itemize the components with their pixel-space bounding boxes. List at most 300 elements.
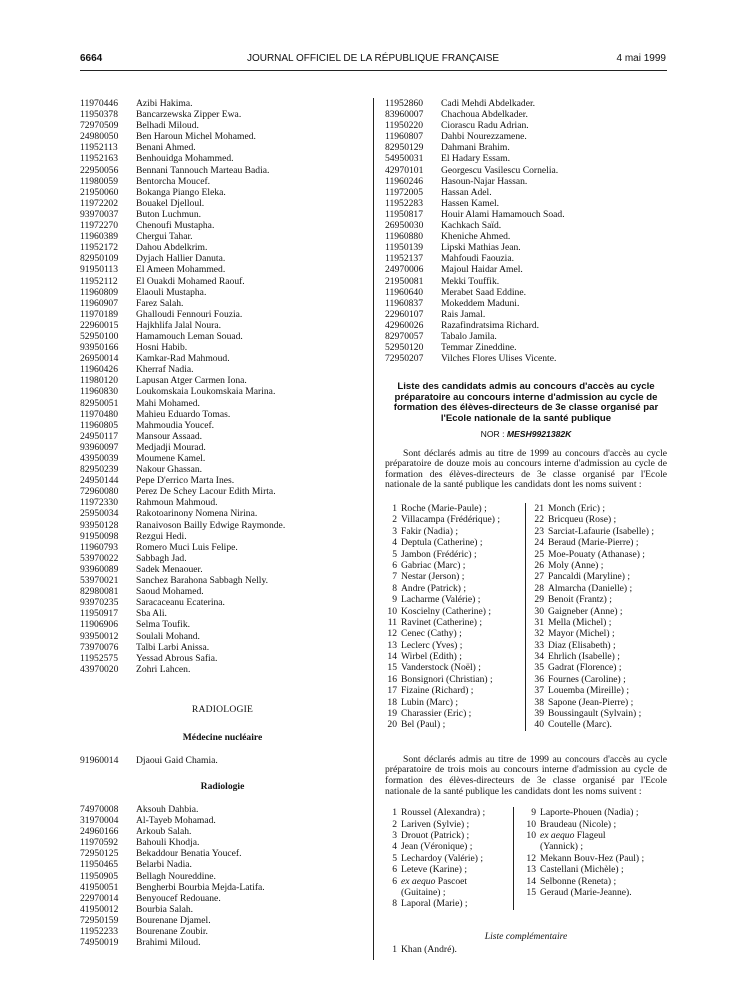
- rank-number: 36: [534, 673, 544, 685]
- candidate-code: 93970235: [80, 597, 119, 609]
- list-item: [80, 165, 365, 176]
- list-item: [80, 597, 365, 608]
- candidate-name: Andre (Patrick) ;: [401, 582, 467, 594]
- list-item: [80, 531, 365, 542]
- candidate-name: Bonsignori (Christian) ;: [401, 673, 493, 685]
- candidate-name: Jean (Véronique) ;: [401, 841, 473, 853]
- list-item: [80, 153, 365, 164]
- candidate-name: Lariven (Sylvie) ;: [401, 818, 470, 830]
- candidate-name: Bekaddour Benatia Youcef.: [136, 848, 242, 860]
- candidate-code: 11960809: [80, 286, 119, 298]
- list-item: [385, 142, 667, 153]
- candidate-name: Bel (Paul) ;: [401, 719, 446, 731]
- rank-number: 24: [534, 537, 544, 549]
- candidate-name: Hasoun-Najar Hassan.: [441, 175, 528, 187]
- candidate-name: Hosni Habib.: [136, 342, 188, 354]
- list-item: [80, 804, 365, 815]
- rank-number: 2: [392, 818, 397, 830]
- list-item: [532, 697, 654, 708]
- candidate-list: [80, 804, 365, 948]
- candidate-code: 82950109: [80, 253, 119, 265]
- candidate-name: Gabriac (Marc) ;: [401, 559, 466, 571]
- candidate-name: Benhouidga Mohammed.: [136, 153, 234, 165]
- list-item: [532, 662, 654, 673]
- list-item: [385, 331, 667, 342]
- rank-number: 30: [534, 605, 544, 617]
- candidate-code: 11970480: [80, 408, 119, 420]
- list-item: [385, 560, 525, 571]
- ranked-column: [526, 503, 654, 731]
- list-item: [80, 409, 365, 420]
- candidate-name: Cenec (Cathy) ;: [401, 628, 462, 640]
- list-item: [80, 937, 365, 948]
- list-item: [385, 187, 667, 198]
- list-item: [385, 697, 525, 708]
- candidate-code: 11972270: [80, 220, 119, 232]
- candidate-list: [80, 98, 365, 675]
- candidate-code: 11952113: [80, 142, 118, 154]
- candidate-code: 72950159: [80, 914, 119, 926]
- candidate-name: Bengherbi Bourbia Mejda-Latifa.: [136, 881, 265, 893]
- list-item: [80, 815, 365, 826]
- list-item: [80, 619, 365, 630]
- list-item: [80, 364, 365, 375]
- list-item: [80, 253, 365, 264]
- nor-label: NOR :: [480, 428, 505, 439]
- rank-number: 31: [534, 616, 544, 628]
- rank-number: 6: [392, 864, 397, 876]
- list-item: [80, 859, 365, 870]
- rank-number: 4: [392, 841, 397, 853]
- candidate-name: Sanchez Barahona Sabbagh Nelly.: [136, 575, 269, 587]
- candidate-code: 53970022: [80, 552, 119, 564]
- candidate-name: Lacharme (Valérie) ;: [401, 594, 481, 606]
- candidate-name: Dahou Abdelkrim.: [136, 242, 208, 254]
- list-item: [532, 583, 654, 594]
- candidate-name: Arkoub Salah.: [136, 826, 192, 838]
- rank-number: 8: [392, 582, 397, 594]
- candidate-name: Dyjach Hallier Danuta.: [136, 253, 226, 265]
- list-item: [524, 819, 644, 830]
- candidate-code: 11972330: [80, 497, 119, 509]
- candidate-code: 24980050: [80, 131, 119, 143]
- list-item: [532, 628, 654, 639]
- list-item: [385, 537, 525, 548]
- candidate-name: Sabbagh Jad.: [136, 552, 187, 564]
- list-item: [385, 841, 513, 852]
- list-item: [80, 287, 365, 298]
- candidate-name: Kherraf Nadia.: [136, 364, 194, 376]
- candidate-name: Selma Toufik.: [136, 619, 191, 631]
- candidate-name: Boussingault (Sylvain) ;: [548, 708, 642, 720]
- list-item: [385, 514, 525, 525]
- candidate-name: El Ameen Mohammed.: [136, 264, 226, 276]
- list-item: [385, 853, 513, 864]
- list-item: [385, 685, 525, 696]
- candidate-name: El Hadary Essam.: [441, 153, 511, 165]
- candidate-name: Lipski Mathias Jean.: [441, 242, 521, 254]
- candidate-name: Gaigneber (Anne) ;: [548, 605, 623, 617]
- rank-number: 12: [387, 628, 397, 640]
- list-item: [385, 231, 667, 242]
- list-item: [532, 606, 654, 617]
- candidate-name: Hassen Kamel.: [441, 197, 500, 209]
- candidate-name: Hamamouch Leman Souad.: [136, 330, 243, 342]
- candidate-name: Charassier (Eric) ;: [401, 708, 472, 720]
- list-item: [80, 331, 365, 342]
- candidate-name: Majoul Haidar Amel.: [441, 264, 523, 276]
- list-item: [385, 176, 667, 187]
- candidate-code: 93960097: [80, 441, 119, 453]
- list-item: [80, 176, 365, 187]
- candidate-code: 82970057: [385, 330, 424, 342]
- list-item: [524, 864, 644, 875]
- candidate-code: 82950129: [385, 142, 424, 154]
- candidate-name: Pascoet: [437, 875, 468, 887]
- candidate-name: Almarcha (Danielle) ;: [548, 582, 633, 594]
- candidate-name: Drouot (Patrick) ;: [401, 829, 470, 841]
- rank-number: 10: [526, 818, 536, 830]
- list-item: [385, 628, 525, 639]
- candidate-name: Ciorascu Radu Adrian.: [441, 120, 529, 132]
- right-column: [385, 98, 667, 955]
- candidate-code: 74950019: [80, 937, 119, 949]
- list-item: [80, 420, 365, 431]
- list-item: [80, 187, 365, 198]
- nor-reference: [385, 429, 667, 439]
- list-item: [385, 594, 525, 605]
- candidate-name: Sadek Menaouer.: [136, 563, 203, 575]
- candidate-name: Koscielny (Catherine) ;: [401, 605, 492, 617]
- list-item: [385, 526, 525, 537]
- candidate-code: 54950031: [385, 153, 424, 165]
- candidate-code: 73970076: [80, 641, 119, 653]
- candidate-name: Selbonne (Reneta) ;: [540, 875, 617, 887]
- candidate-name: Deptula (Catherine) ;: [401, 537, 483, 549]
- list-item: [80, 231, 365, 242]
- list-item: [524, 876, 644, 887]
- candidate-name: Pancaldi (Maryline) ;: [548, 571, 631, 583]
- candidate-list: [80, 755, 365, 766]
- candidate-code: 91950098: [80, 530, 119, 542]
- list-item: [80, 904, 365, 915]
- candidate-code: 93950128: [80, 519, 119, 531]
- list-item: [385, 131, 667, 142]
- candidate-code: 11980059: [80, 175, 119, 187]
- candidate-code: 11960246: [385, 175, 424, 187]
- candidate-code: 42970101: [385, 164, 424, 176]
- candidate-name: Moe-Pouaty (Athanase) ;: [548, 548, 645, 560]
- list-item: [80, 353, 365, 364]
- list-item: [80, 486, 365, 497]
- list-item: [80, 298, 365, 309]
- candidate-name: Kamkar-Rad Mahmoud.: [136, 353, 230, 365]
- candidate-name: Rakotoarinony Nomena Nirina.: [136, 508, 258, 520]
- list-item: [80, 837, 365, 848]
- rank-number: 19: [387, 708, 397, 720]
- ranked-column: [385, 503, 526, 731]
- list-item: [385, 120, 667, 131]
- candidate-name: Brahimi Miloud.: [136, 937, 201, 949]
- candidate-code: 24970006: [385, 264, 424, 276]
- list-item: [385, 571, 525, 582]
- list-item: [80, 608, 365, 619]
- ranked-column: [514, 807, 644, 910]
- candidate-name: Vanderstock (Noël) ;: [401, 662, 481, 674]
- candidate-name: Beraud (Marie-Pierre) ;: [548, 537, 639, 549]
- journal-title: JOURNAL OFFICIEL DE LA RÉPUBLIQUE FRANÇAISE: [246, 53, 500, 64]
- candidate-name: (Yannick) ;: [540, 841, 583, 853]
- candidate-code: 11970189: [80, 308, 119, 320]
- candidate-name: Loukomskaia Loukomskaia Marina.: [136, 386, 276, 398]
- candidate-name: Dahmani Brahim.: [441, 142, 510, 154]
- candidate-name: Romero Muci Luis Felipe.: [136, 541, 238, 553]
- list-item: [385, 320, 667, 331]
- list-item: [532, 503, 654, 514]
- list-item: [80, 220, 365, 231]
- candidate-code: 52950120: [385, 342, 424, 354]
- candidate-name: Cadi Mehdi Abdelkader.: [441, 98, 536, 109]
- candidate-code: 21950060: [80, 186, 119, 198]
- list-item: [80, 871, 365, 882]
- candidate-name: Fakir (Nadia) ;: [401, 525, 459, 537]
- candidate-name: Mansour Assaad.: [136, 430, 203, 442]
- candidate-name: Nestar (Jerson) ;: [401, 571, 465, 583]
- candidate-name: Belarbi Nadia.: [136, 859, 192, 871]
- candidate-name: Sarciat-Lafaurie (Isabelle) ;: [548, 525, 654, 537]
- list-item: [524, 830, 644, 841]
- list-item: [385, 353, 667, 364]
- candidate-name: Fournes (Caroline) ;: [548, 673, 626, 685]
- list-item: [80, 848, 365, 859]
- list-item: [524, 887, 644, 898]
- candidate-name: Mekann Bouv-Hez (Paul) ;: [540, 852, 645, 864]
- rank-number: 21: [534, 503, 544, 514]
- list-item: [80, 386, 365, 397]
- candidate-name: Mahieu Eduardo Tomas.: [136, 408, 231, 420]
- candidate-name: Jambon (Frédéric) ;: [401, 548, 477, 560]
- rank-number: 10: [387, 605, 397, 617]
- list-item: [80, 142, 365, 153]
- candidate-code: 24960166: [80, 826, 119, 838]
- candidate-name: Ravinet (Catherine) ;: [401, 616, 482, 628]
- ex-aequo-label: ex aequo: [401, 875, 436, 887]
- list-item: [80, 631, 365, 642]
- rank-number: 2: [392, 514, 397, 526]
- list-item: [385, 98, 667, 109]
- candidate-code: 24950144: [80, 475, 119, 487]
- candidate-name: Mella (Michel) ;: [548, 616, 612, 628]
- candidate-name: Coutelle (Marc).: [548, 719, 612, 731]
- list-item: [385, 309, 667, 320]
- list-item: [80, 453, 365, 464]
- candidate-name: Soulali Mohand.: [136, 630, 200, 642]
- candidate-name: Hassan Adel.: [441, 186, 492, 198]
- candidate-code: 11960907: [80, 297, 119, 309]
- list-item: [385, 606, 525, 617]
- candidate-name: Lapusan Atger Carmen Iona.: [136, 375, 247, 387]
- candidate-code: 52950100: [80, 330, 119, 342]
- list-item: [532, 514, 654, 525]
- list-item: [80, 209, 365, 220]
- candidate-name: Vilches Flores Ulises Vicente.: [441, 353, 557, 365]
- list-item: [385, 819, 513, 830]
- candidate-code: 11952137: [385, 253, 424, 265]
- list-item: [385, 944, 667, 955]
- list-item: [385, 651, 525, 662]
- list-item: [385, 276, 667, 287]
- list-item: [80, 375, 365, 386]
- list-item: [385, 807, 513, 818]
- list-item: [385, 153, 667, 164]
- candidate-name: Mahmoudia Youcef.: [136, 419, 215, 431]
- list-item: [80, 109, 365, 120]
- list-item: [80, 320, 365, 331]
- list-item: [80, 553, 365, 564]
- candidate-name: Rezgui Hedi.: [136, 530, 187, 542]
- list-item: [524, 853, 644, 864]
- rank-number: 12: [526, 852, 536, 864]
- issue-date: 4 mai 1999: [616, 53, 666, 64]
- candidate-name: Sba Ali.: [136, 608, 167, 620]
- candidate-name: Bancarzewska Zipper Ewa.: [136, 109, 242, 121]
- rank-number: 32: [534, 628, 544, 640]
- rank-number: 9: [392, 594, 397, 606]
- candidate-code: 31970004: [80, 815, 119, 827]
- rank-number: 1: [392, 943, 397, 955]
- candidate-code: 11950905: [80, 870, 119, 882]
- list-title: Liste des candidats admis au concours d'accès au cycle préparatoire au concours interne d'admission au cycle de formation des élèves-directeurs de 3e classe organisé par l'Ecole nationale de la santé publique: [393, 381, 659, 425]
- candidate-name: Bricqueu (Rose) ;: [548, 514, 617, 526]
- list-item: [80, 464, 365, 475]
- list-item: [80, 398, 365, 409]
- candidate-name: Castellani (Michèle) ;: [540, 864, 624, 876]
- rank-number: 20: [387, 719, 397, 731]
- rank-number: 37: [534, 685, 544, 697]
- rank-number: 35: [534, 662, 544, 674]
- candidate-name: Gadrat (Florence) ;: [548, 662, 622, 674]
- candidate-name: Temmar Zineddine.: [441, 342, 517, 354]
- list-item: [80, 98, 365, 109]
- rank-number: 25: [534, 548, 544, 560]
- list-item: [80, 442, 365, 453]
- candidate-code: 11960807: [385, 131, 424, 143]
- candidate-name: Mekki Touffik.: [441, 275, 500, 287]
- candidate-name: Djaoui Gaid Chamia.: [136, 754, 218, 766]
- candidate-name: Moumene Kamel.: [136, 453, 206, 464]
- candidate-name: Monch (Eric) ;: [548, 503, 606, 514]
- list-item: [80, 542, 365, 553]
- candidate-name: Bouakel Djelloul.: [136, 197, 205, 209]
- candidate-code: 91950113: [80, 264, 119, 276]
- candidate-name: Benani Ahmed.: [136, 142, 196, 154]
- list-item: [532, 640, 654, 651]
- candidate-code: 11950378: [80, 109, 119, 121]
- candidate-list: [385, 98, 667, 364]
- candidate-name: Diaz (Elisabeth) ;: [548, 639, 616, 651]
- candidate-name: Lubin (Marc) ;: [401, 696, 459, 708]
- candidate-code: 22960015: [80, 319, 119, 331]
- rank-number: 26: [534, 559, 544, 571]
- candidate-name: Bennani Tannouch Marteau Badia.: [136, 164, 270, 176]
- list-item: [385, 719, 525, 730]
- candidate-name: Bourenane Djamel.: [136, 914, 211, 926]
- list-item: [532, 526, 654, 537]
- candidate-code: 93950012: [80, 630, 119, 642]
- page-header: [80, 53, 666, 67]
- list-item: [532, 537, 654, 548]
- candidate-name: Ghalloudi Fennouri Fouzia.: [136, 308, 243, 320]
- list-item: [385, 198, 667, 209]
- candidate-code: 83960007: [385, 109, 424, 121]
- candidate-code: 22960107: [385, 308, 424, 320]
- rank-number: 29: [534, 594, 544, 606]
- complementary-list: [385, 944, 667, 955]
- candidate-code: 11952163: [80, 153, 119, 165]
- candidate-code: 11960389: [80, 231, 119, 243]
- list-item: [532, 708, 654, 719]
- candidate-name: Georgescu Vasilescu Cornelia.: [441, 164, 559, 176]
- rank-number: 18: [387, 696, 397, 708]
- list-item: [385, 220, 667, 231]
- candidate-name: Bahouli Khodja.: [136, 837, 200, 849]
- list-item: [80, 926, 365, 937]
- candidate-name: Ben Haroun Michel Mohamed.: [136, 131, 256, 143]
- list-item: [532, 719, 654, 730]
- candidate-code: 11960793: [80, 541, 119, 553]
- candidate-name: Kachkach Saïd.: [441, 220, 502, 232]
- list-item: [385, 864, 513, 875]
- candidate-code: 53970021: [80, 575, 119, 587]
- rank-number: 4: [392, 537, 397, 549]
- candidate-name: Elaouli Mustapha.: [136, 286, 207, 298]
- candidate-code: 11972005: [385, 186, 424, 198]
- list-item: [385, 617, 525, 628]
- candidate-name: Wirbel (Edith) ;: [401, 651, 462, 663]
- rank-number: 13: [387, 639, 397, 651]
- candidate-name: Benoit (Frantz) ;: [548, 594, 612, 606]
- list-item: [80, 264, 365, 275]
- candidate-code: 11906906: [80, 619, 119, 631]
- candidate-code: 22950056: [80, 164, 119, 176]
- rank-number: 14: [387, 651, 397, 663]
- rank-number: 23: [534, 525, 544, 537]
- list-item: [385, 887, 513, 898]
- complementary-list-title: Liste complémentaire: [484, 930, 568, 942]
- list-item: [80, 882, 365, 893]
- candidate-code: 11950220: [385, 120, 424, 132]
- column-divider: [373, 98, 374, 960]
- rank-number: 5: [392, 852, 397, 864]
- list-item: [80, 915, 365, 926]
- candidate-code: 11970446: [80, 98, 119, 109]
- list-item: [385, 640, 525, 651]
- list-item: [80, 120, 365, 131]
- candidate-name: Leteve (Karine) ;: [401, 864, 468, 876]
- candidate-name: Louemba (Mireille) ;: [548, 685, 629, 697]
- candidate-name: Farez Salah.: [136, 297, 184, 309]
- list-item: [385, 503, 525, 514]
- rank-number: 5: [392, 548, 397, 560]
- candidate-code: 11952233: [80, 926, 119, 937]
- list-item: [532, 594, 654, 605]
- list-item: [80, 575, 365, 586]
- list-item: [80, 564, 365, 575]
- candidate-name: Ranaivoson Bailly Edwige Raymonde.: [136, 519, 286, 531]
- list-item: [80, 497, 365, 508]
- candidate-code: 93950166: [80, 342, 119, 354]
- candidate-name: Ehrlich (Isabelle) ;: [548, 651, 620, 663]
